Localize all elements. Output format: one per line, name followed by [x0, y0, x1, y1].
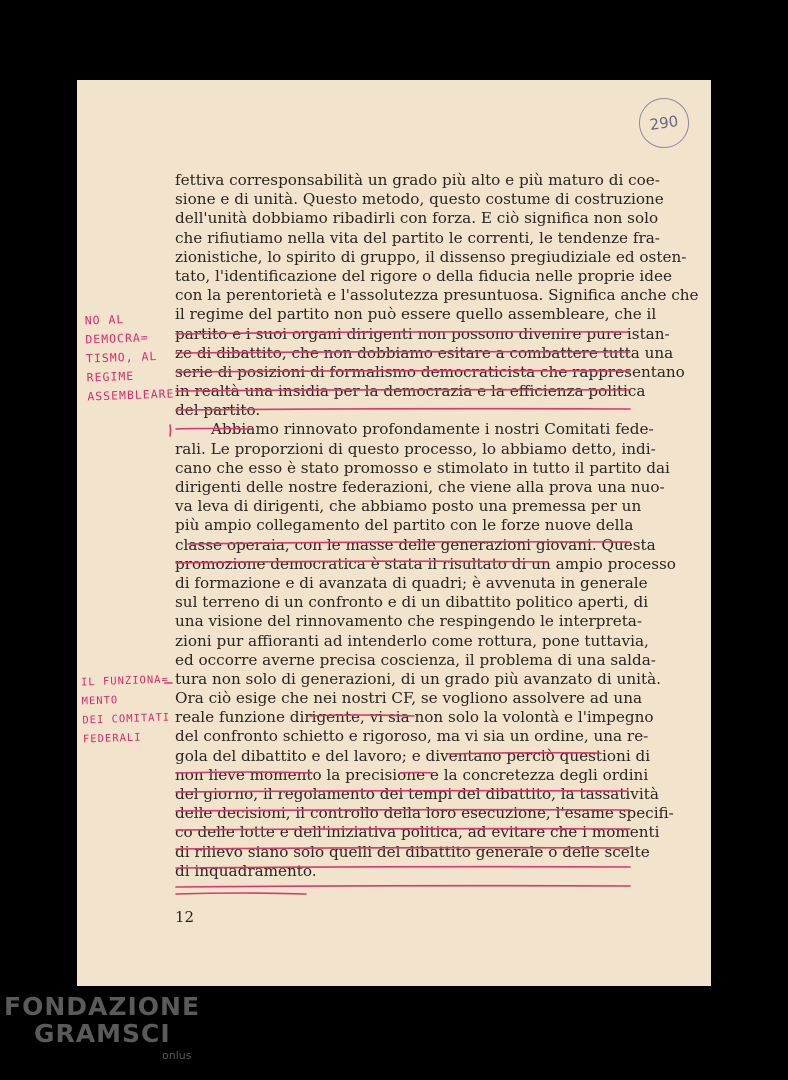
text-line: cano che esso è stato promosso e stimolato in tutto il partito dai	[175, 458, 670, 477]
text-line: che rifiutiamo nella vita del partito le correnti, le tendenze fra-	[175, 228, 660, 247]
text-line: zioni pur affioranti ad intenderlo come rottura, pone tuttavia,	[175, 631, 649, 650]
text-line: ze di dibattito, che non dobbiamo esitare a combattere tutta una	[175, 343, 674, 362]
text-line: tato, l'identificazione del rigore o della fiducia nelle proprie idee	[175, 266, 672, 285]
text-line: zionistiche, lo spirito di gruppo, il dissenso pregiudiziale ed osten-	[175, 247, 687, 266]
text-line: del giorno, il regolamento dei tempi del dibattito, la tassatività	[175, 785, 659, 803]
text-line: serie di posizioni di formalismo democraticista che rappresentano	[175, 362, 685, 381]
text-line: di formazione e di avanzata di quadri; è avvenuta in generale	[175, 573, 648, 592]
text-line: dell'unità dobbiamo ribadirli con forza. E ciò significa non solo	[175, 209, 659, 228]
text-line: una visione del rinnovamento che respingendo le interpreta-	[175, 612, 642, 631]
page-number: 12	[175, 908, 195, 926]
text-line: in realtà una insidia per la democrazia e la efficienza politica	[175, 382, 646, 401]
text-line: co delle lotte e dell'iniziativa politica, ad evitare che i momenti	[175, 823, 660, 842]
text-line: il regime del partito non può essere quello assembleare, che il	[175, 305, 657, 324]
text-line: Abbiamo rinnovato profondamente i nostri Comitati fede-	[211, 420, 654, 439]
text-line: fettiva corresponsabilità un grado più alto e più maturo di coe-	[175, 171, 660, 189]
text-line: sione e di unità. Questo metodo, questo costume di costruzione	[175, 190, 664, 209]
text-line: tura non solo di generazioni, di un grado più avanzato di unità.	[175, 669, 661, 688]
text-line: con la perentorietà e l'assolutezza presuntuosa. Significa anche che	[175, 286, 699, 305]
text-line: sul terreno di un confronto e di un dibattito politico aperti, di	[175, 593, 649, 612]
text-line: del confronto schietto e rigoroso, ma vi sia un ordine, una re-	[175, 727, 649, 746]
text-line: classe operaia, con le masse delle generazioni giovani. Questa	[175, 535, 656, 554]
foundation-logo: FONDAZIONE GRAMSCI	[4, 992, 201, 1048]
text-line: delle decisioni, il controllo della loro esecuzione, l'esame specifi-	[175, 804, 674, 823]
body-text	[175, 171, 699, 881]
text-line: del partito.	[175, 401, 261, 420]
text-line: ed occorre averne precisa coscienza, il problema di una salda-	[175, 650, 656, 669]
margin-note-democratism: NO AL DEMOCRA= TISMO, AL REGIME ASSEMBLEARE	[84, 312, 175, 404]
text-line: gola del dibattito e del lavoro; e diventano perciò questioni di	[175, 746, 651, 765]
logo-subtitle: onlus	[162, 1049, 192, 1062]
text-line: va leva di dirigenti, che abbiamo posto una premessa per un	[175, 497, 642, 516]
text-line: reale funzione dirigente, vi sia non solo la volontà e l'impegno	[175, 708, 654, 727]
text-line: promozione democratica è stata il risultato di un ampio processo	[175, 554, 676, 573]
margin-note-committees: IL FUNZIONA= MENTO DEI COMITATI FEDERALI	[80, 673, 171, 746]
text-line: di rilievo siano solo quelli del dibattito generale o delle scelte	[175, 842, 650, 861]
text-line: partito e i suoi organi dirigenti non possono divenire pure istan-	[175, 324, 670, 343]
text-line: di inquadramento.	[175, 861, 317, 880]
text-line: Ora ciò esige che nei nostri CF, se vogliono assolvere ad una	[175, 689, 643, 708]
text-line: dirigenti delle nostre federazioni, che viene alla prova una nuo-	[175, 478, 665, 496]
text-line: rali. Le proporzioni di questo processo, lo abbiamo detto, indi-	[175, 439, 656, 458]
text-line: non lieve momento la precisione e la concretezza degli ordini	[175, 765, 649, 784]
text-line: più ampio collegamento del partito con le forze nuove della	[175, 516, 634, 535]
archive-stamp: 290	[636, 95, 692, 151]
